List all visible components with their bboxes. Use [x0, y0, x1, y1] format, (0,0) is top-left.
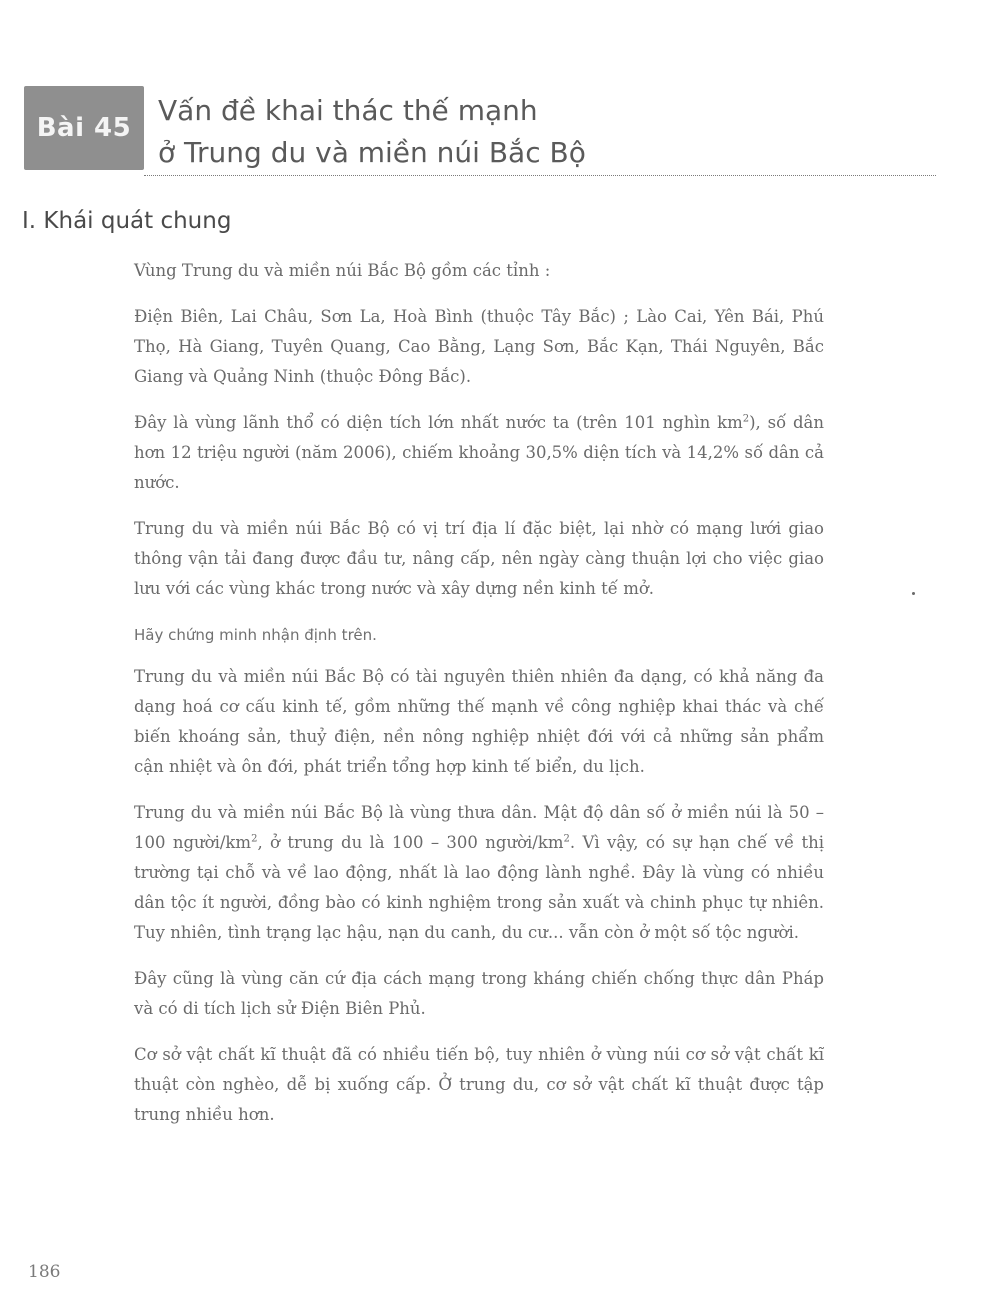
paragraph-province-list: Điện Biên, Lai Châu, Sơn La, Hoà Bình (thuộc Tây Bắc) ; Lào Cai, Yên Bái, Phú Thọ, Hà Giang, Tuyên Quang, Cao Bằng, Lạng Sơn, Bắc Kạn, Thái Nguyên, Bắc Giang và Quảng Ninh (thuộc Đông Bắc). [134, 307, 824, 386]
paragraph-location: Trung du và miền núi Bắc Bộ có vị trí địa lí đặc biệt, lại nhờ có mạng lưới giao thông vận tải đang được đầu tư, nâng cấp, nên ngày càng thuận lợi cho việc giao lưu với các vùng khác trong nước và xây dựng nền kinh tế mở. [134, 519, 824, 598]
lesson-number: Bài 45 [36, 113, 132, 143]
area-text-end: ), số dân hơn 12 triệu người (năm 2006), chiếm khoảng 30,5% diện tích và 14,2% số dân cả nước. [134, 413, 825, 492]
lesson-title-line-2: ở Trung du và miền núi Bắc Bộ [158, 136, 586, 169]
margin-mark [912, 592, 915, 595]
paragraph-area-population [134, 408, 824, 498]
body-content [134, 256, 824, 1146]
title-divider [144, 175, 936, 176]
paragraph-natural-resources: Trung du và miền núi Bắc Bộ có tài nguyên thiên nhiên đa dạng, có khả năng đa dạng hoá cơ cấu kinh tế, gồm những thế mạnh về công nghiệp khai thác và chế biến khoáng sản, thuỷ điện, nền nông nghiệp nhiệt đới với cả những sản phẩm cận nhiệt và ôn đới, phát triển tổng hợp kinh tế biển, du lịch. [134, 667, 824, 776]
section-heading: I. Khái quát chung [22, 208, 232, 234]
lesson-badge [24, 86, 144, 170]
density-text-a: Trung du và miền núi Bắc Bộ là vùng thưa dân. Mật độ dân số ở miền núi là 50 – 100 người/km [134, 803, 824, 852]
lesson-title [158, 90, 958, 174]
area-superscript: 2 [742, 413, 750, 425]
paragraph-revolutionary-base: Đây cũng là vùng căn cứ địa cách mạng trong kháng chiến chống thực dân Pháp và có di tích lịch sử Điện Biên Phủ. [134, 969, 824, 1018]
density-text-c: . Vì vậy, có sự hạn chế về thị trường tại chỗ và về lao động, nhất là lao động lành nghề. Đây là vùng có nhiều dân tộc ít người, đồng bào có kinh nghiệm trong sản xuất và chinh phục tự nhiên. Tuy nhiên, tình trạng lạc hậu, nạn du canh, du cư... vẫn còn ở một số tộc người. [134, 833, 824, 942]
lesson-title-line-1: Vấn đề khai thác thế mạnh [158, 94, 538, 127]
density-text-b: , ở trung du là 100 – 300 người/km [257, 833, 564, 852]
density-superscript-1: 2 [251, 833, 258, 845]
page-number: 186 [28, 1262, 61, 1282]
paragraph-region-intro: Vùng Trung du và miền núi Bắc Bộ gồm các tỉnh : [134, 261, 551, 280]
paragraph-population-density [134, 798, 824, 948]
paragraph-infrastructure: Cơ sở vật chất kĩ thuật đã có nhiều tiến bộ, tuy nhiên ở vùng núi cơ sở vật chất kĩ thuật còn nghèo, dễ bị xuống cấp. Ở trung du, cơ sở vật chất kĩ thuật được tập trung nhiều hơn. [134, 1045, 824, 1124]
area-text-start: Đây là vùng lãnh thổ có diện tích lớn nhất nước ta (trên 101 nghìn km [134, 413, 743, 432]
density-superscript-2: 2 [563, 833, 570, 845]
question-prompt: Hãy chứng minh nhận định trên. [134, 626, 377, 644]
